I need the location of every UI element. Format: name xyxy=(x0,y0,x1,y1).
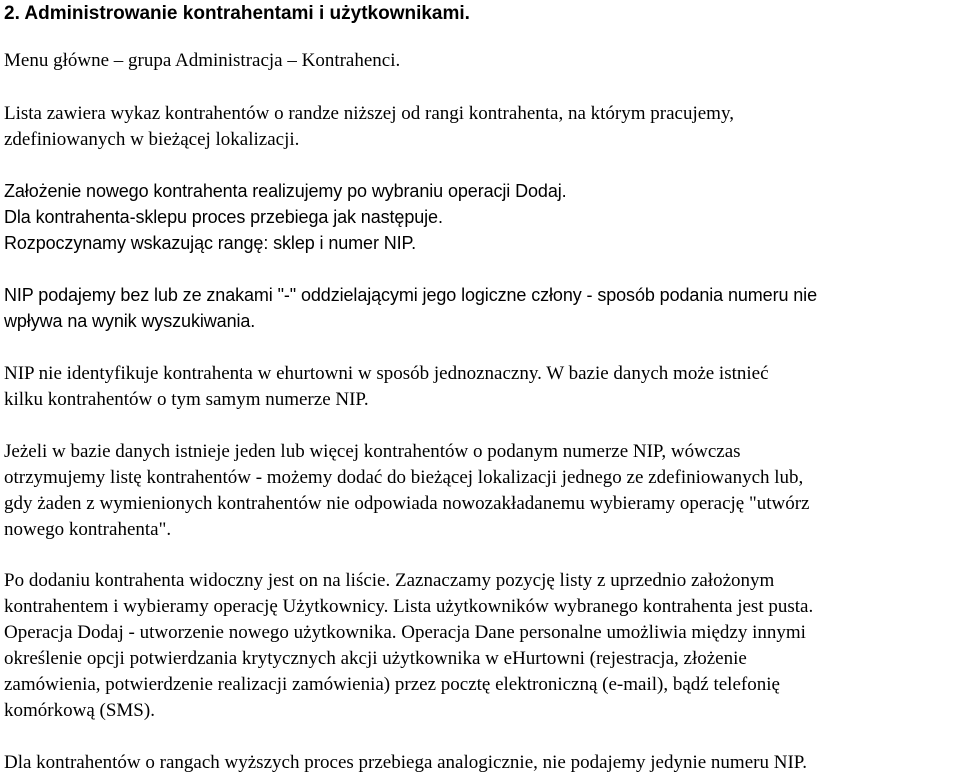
paragraph-list-description xyxy=(4,101,958,153)
paragraph-nip-format xyxy=(4,282,958,334)
paragraph-nip-uniqueness xyxy=(4,361,958,413)
paragraph-higher-ranks xyxy=(4,750,958,776)
text-line: Jeżeli w bazie danych istnieje jeden lub więcej kontrahentów o podanym numerze NIP, wówczas xyxy=(4,441,741,462)
text-line: Lista zawiera wykaz kontrahentów o randze niższej od rangi kontrahenta, na którym pracujemy, xyxy=(4,103,734,124)
text-line: otrzymujemy listę kontrahentów - możemy dodać do bieżącej lokalizacji jednego ze zdefiniowanych lub, xyxy=(4,467,804,488)
text-line: komórkową (SMS). xyxy=(4,700,155,721)
text-line: wpływa na wynik wyszukiwania. xyxy=(4,311,256,331)
text-line: Menu główne – grupa Administracja – Kontrahenci. xyxy=(4,50,401,71)
text-line: Rozpoczynamy wskazując rangę: sklep i numer NIP. xyxy=(4,233,417,253)
paragraph-existing-contractors xyxy=(4,439,958,543)
text-line: Operacja Dodaj - utworzenie nowego użytkownika. Operacja Dane personalne umożliwia między innymi xyxy=(4,622,806,643)
text-line: zamówienia, potwierdzenie realizacji zamówienia) przez pocztę elektroniczną (e-mail), bądź telefonię xyxy=(4,674,780,695)
text-line: określenie opcji potwierdzania krytycznych akcji użytkownika w eHurtowni (rejestracja, złożenie xyxy=(4,648,747,669)
paragraph-menu-path xyxy=(4,48,958,74)
text-line: Po dodaniu kontrahenta widoczny jest on na liście. Zaznaczamy pozycję listy z uprzednio założonym xyxy=(4,570,775,591)
text-line: NIP nie identyfikuje kontrahenta w ehurtowni w sposób jednoznaczny. W bazie danych może istnieć xyxy=(4,363,769,384)
text-line: Założenie nowego kontrahenta realizujemy po wybraniu operacji Dodaj. xyxy=(4,181,567,201)
text-line: zdefiniowanych w bieżącej lokalizacji. xyxy=(4,129,300,150)
text-line: gdy żaden z wymienionych kontrahentów nie odpowiada nowozakładanemu wybieramy operację "utwórz xyxy=(4,493,810,514)
text-line: Dla kontrahenta-sklepu proces przebiega jak następuje. xyxy=(4,207,443,227)
text-line: kontrahentem i wybieramy operację Użytkownicy. Lista użytkowników wybranego kontrahenta jest pusta. xyxy=(4,596,814,617)
paragraph-new-contractor xyxy=(4,178,958,256)
text-line: nowego kontrahenta". xyxy=(4,519,172,540)
text-line: Dla kontrahentów o rangach wyższych proces przebiega analogicznie, nie podajemy jedynie numeru NIP. xyxy=(4,752,807,773)
paragraph-users xyxy=(4,568,958,724)
text-line: kilku kontrahentów o tym samym numerze NIP. xyxy=(4,389,369,410)
text-line: NIP podajemy bez lub ze znakami "-" oddzielającymi jego logiczne człony - sposób podania numeru nie xyxy=(4,285,817,305)
section-heading: 2. Administrowanie kontrahentami i użytkownikami. xyxy=(4,3,470,24)
